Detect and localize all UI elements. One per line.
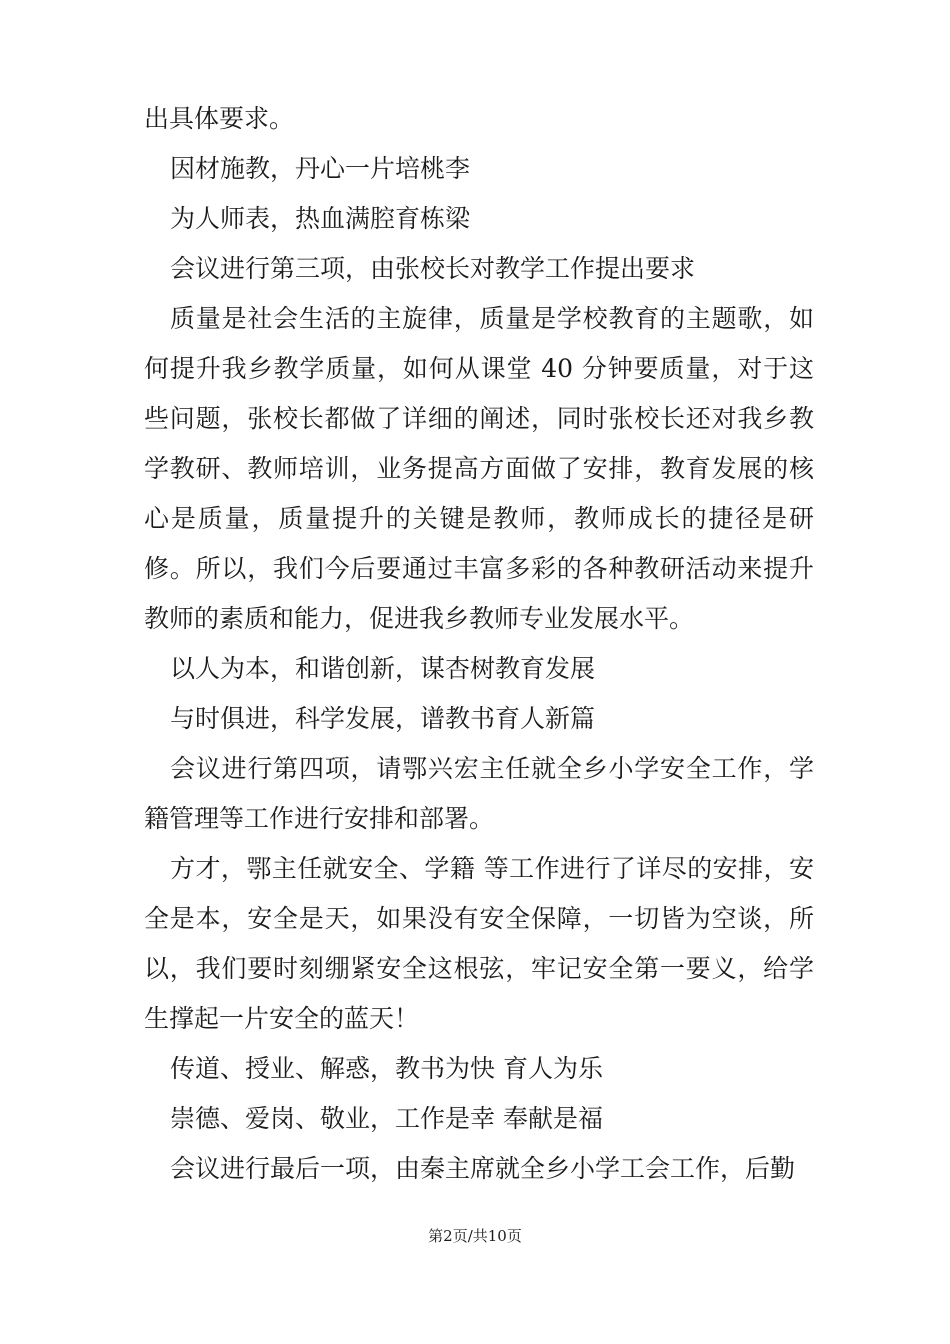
paragraph-1: 出具体要求。 bbox=[144, 104, 295, 133]
paragraph-4: 会议进行第三项，由张校长对教学工作提出要求 bbox=[170, 254, 696, 283]
paragraph-6: 以人为本，和谐创新，谋杏树教育发展 bbox=[170, 654, 596, 683]
paragraph-8: 会议进行第四项，请鄂兴宏主任就全乡小学安全工作，学籍管理等工作进行安排和部署。 bbox=[144, 754, 814, 833]
paragraph-2: 因材施教，丹心一片培桃李 bbox=[170, 154, 471, 183]
paragraph-5: 质量是社会生活的主旋律，质量是学校教育的主题歌，如何提升我乡教学质量，如何从课堂 40 分钟要质量，对于这些问题，张校长都做了详细的阐述，同时张校长还对我乡教学教研、教师培训，业务提高方面做了安排，教育发展的核心是质量，质量提升的关键是教师，教师成长的捷径是研修。所以，我们今后要通过丰富多彩的各种教研活动来提升教师的素质和能力，促进我乡教师专业发展水平。 bbox=[144, 304, 814, 633]
document-body bbox=[144, 94, 814, 1194]
paragraph-12: 会议进行最后一项，由秦主席就全乡小学工会工作，后勤 bbox=[170, 1154, 796, 1183]
page-number-footer: 第2页/共10页 bbox=[428, 1227, 522, 1245]
paragraph-3: 为人师表，热血满腔育栋梁 bbox=[170, 204, 471, 233]
paragraph-11: 崇德、爱岗、敬业，工作是幸 奉献是福 bbox=[170, 1104, 603, 1133]
paragraph-7: 与时俱进，科学发展，谱教书育人新篇 bbox=[170, 704, 596, 733]
paragraph-9: 方才，鄂主任就安全、学籍 等工作进行了详尽的安排，安全是本，安全是天，如果没有安全保障，一切皆为空谈，所以，我们要时刻绷紧安全这根弦，牢记安全第一要义，给学生撑起一片安全的蓝天！ bbox=[144, 854, 814, 1033]
paragraph-10: 传道、授业、解惑，教书为快 育人为乐 bbox=[170, 1054, 603, 1083]
